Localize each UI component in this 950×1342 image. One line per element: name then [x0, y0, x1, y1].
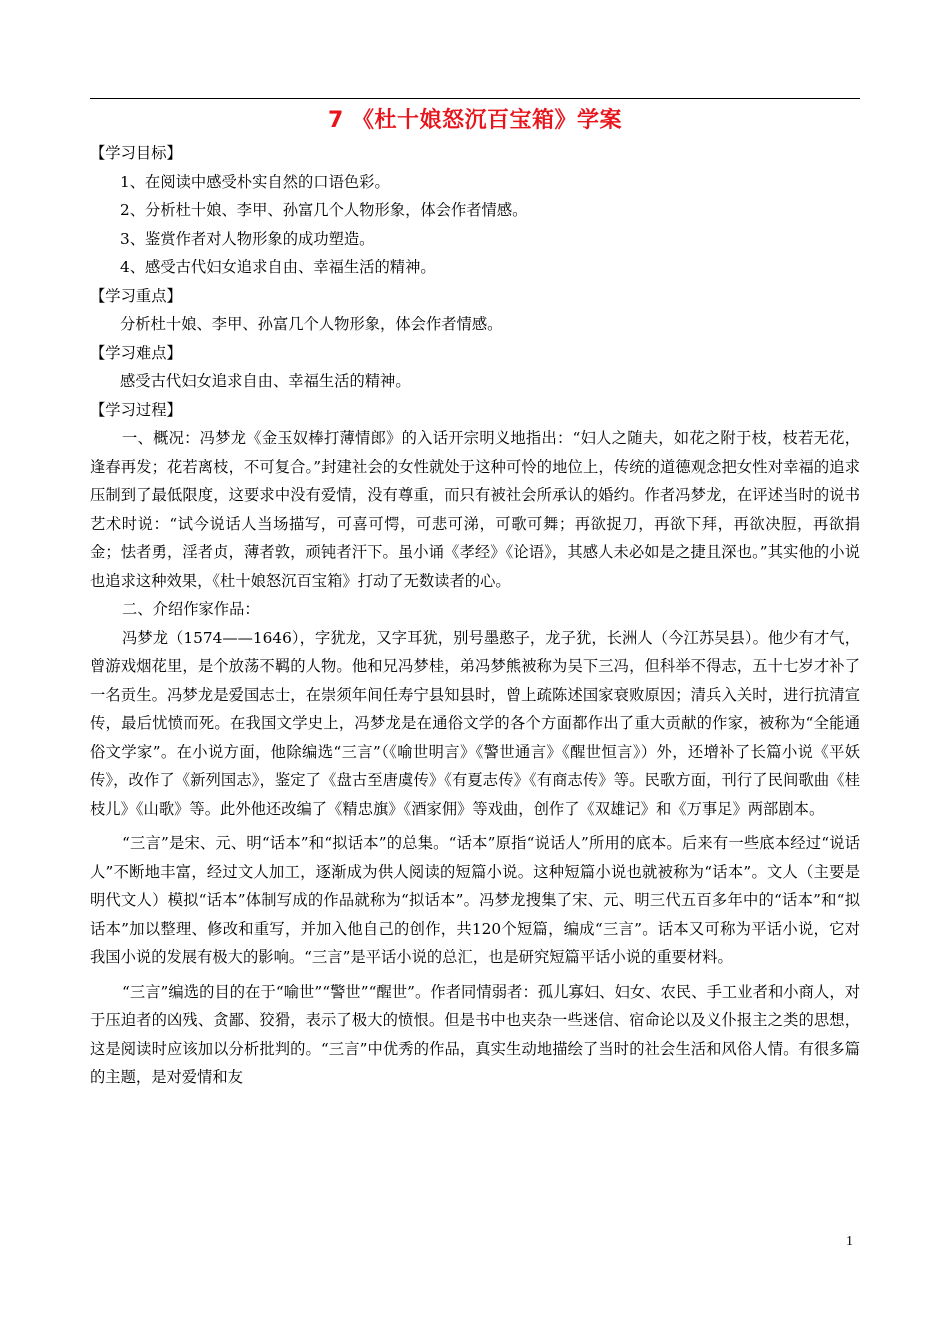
- objective-item-3: 3、鉴赏作者对人物形象的成功塑造。: [120, 229, 375, 248]
- header-rule: [90, 98, 860, 99]
- sanyan-intro-paragraph: “三言”是宋、元、明“话本”和“拟话本”的总集。“话本”原指“说话人”所用的底本。后来有一些底本经过“说话人”不断地丰富，经过文人加工，逐渐成为供人阅读的短篇小说。这种短篇小说也就被称为“话本”。文人（主要是明代文人）模拟“话本”体制写成的作品就称为“拟话本”。冯梦龙搜集了宋、元、明三代五百多年中的“话本”和“拟话本”加以整理、修改和重写，并加入他自己的创作，共120个短篇，编成“三言”。话本又可称为平话小说，它对我国小说的发展有极大的影响。“三言”是平话小说的总汇，也是研究短篇平话小说的重要材料。: [90, 834, 860, 966]
- document-title: 7 《杜十娘怒沉百宝箱》学案: [328, 108, 622, 133]
- key-points-heading: 【学习重点】: [90, 286, 182, 305]
- document-body: [90, 139, 860, 1092]
- page-number: 1: [846, 1234, 853, 1249]
- key-points-text: 分析杜十娘、李甲、孙富几个人物形象，体会作者情感。: [120, 315, 503, 333]
- difficulties-heading: 【学习难点】: [90, 343, 182, 362]
- overview-paragraph: 一、概况：冯梦龙《金玉奴棒打薄情郎》的入话开宗明义地指出：“妇人之随夫，如花之附于枝，枝若无花，逢春再发；花若离枝，不可复合。”封建社会的女性就处于这种可怜的地位上，传统的道德观念把女性对幸福的追求压制到了最低限度，这要求中没有爱情，没有尊重，而只有被社会所承认的婚约。作者冯梦龙，在评述当时的说书艺术时说：“试今说话人当场描写，可喜可愕，可悲可涕，可歌可舞；再欲捉刀，再欲下拜，再欲决脰，再欲捐金；怯者勇，淫者贞，薄者敦，顽钝者汗下。虽小诵《孝经》《论语》，其感人未必如是之捷且深也。”其实他的小说也追求这种效果，《杜十娘怒沉百宝箱》打动了无数读者的心。: [90, 429, 860, 590]
- objectives-heading: 【学习目标】: [90, 144, 182, 162]
- sanyan-purpose-paragraph: “三言”编选的目的在于“喻世”“警世”“醒世”。作者同情弱者：孤儿寡妇、妇女、农民、手工业者和小商人，对于压迫者的凶残、贪鄙、狡猾，表示了极大的愤恨。但是书中也夹杂一些迷信、宿命论以及义仆报主之类的思想，这是阅读时应该加以分析批判的。“三言”中优秀的作品，真实生动地描绘了当时的社会生活和风俗人情。有很多篇的主题，是对爱情和友: [90, 982, 860, 1086]
- author-bio-paragraph: 冯梦龙（1574——1646），字犹龙，又字耳犹，别号墨憨子，龙子犹，长洲人（今江苏吴县）。他少有才气，曾游戏烟花里，是个放荡不羁的人物。他和兄冯梦桂，弟冯梦熊被称为吴下三冯，但科举不得志，五十七岁才补了一名贡生。冯梦龙是爱国志士，在崇须年间任寿宁县知县时，曾上疏陈述国家衰败原因；清兵入关时，进行抗清宣传，最后忧愤而死。在我国文学史上，冯梦龙是在通俗文学的各个方面都作出了重大贡献的作家，被称为“全能通俗文学家”。在小说方面，他除编选“三言”（《喻世明言》《警世通言》《醒世恒言》）外，还增补了长篇小说《平妖传》，改作了《新列国志》，鉴定了《盘古至唐虞传》《有夏志传》《有商志传》等。民歌方面，刊行了民间歌曲《桂枝儿》《山歌》等。此外他还改编了《精忠旗》《酒家佣》等戏曲，创作了《双雄记》和《万事足》两部剧本。: [90, 628, 860, 818]
- objective-item-2: 2、分析杜十娘、李甲、孙富几个人物形象，体会作者情感。: [120, 201, 528, 219]
- author-section-heading: 二、介绍作家作品：: [122, 600, 260, 618]
- objective-item-4: 4、感受古代妇女追求自由、幸福生活的精神。: [120, 258, 436, 276]
- process-heading: 【学习过程】: [90, 400, 182, 419]
- objective-item-1: 1、在阅读中感受朴实自然的口语色彩。: [120, 172, 390, 191]
- difficulties-text: 感受古代妇女追求自由、幸福生活的精神。: [120, 372, 411, 390]
